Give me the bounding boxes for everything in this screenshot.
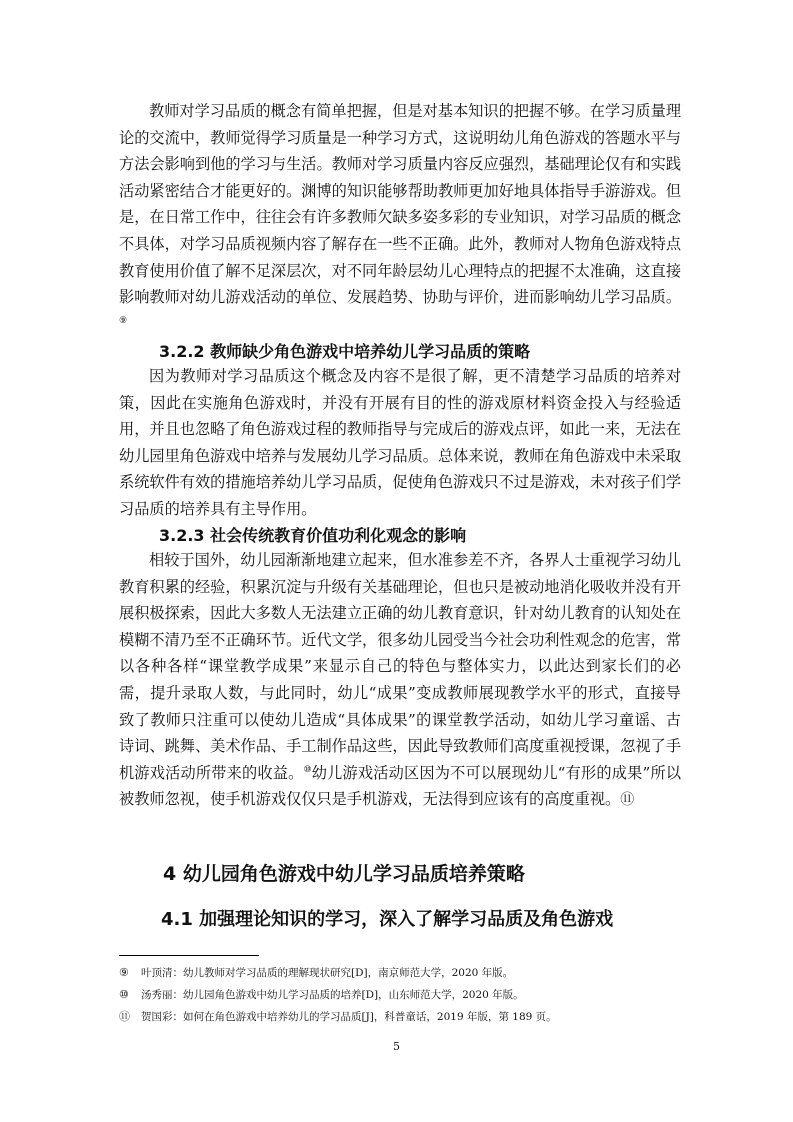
footnote-ref-10: ⑩ <box>303 764 312 775</box>
footnote-mark: ⑩ <box>119 988 129 1001</box>
footnote-mark: ⑪ <box>119 1010 130 1023</box>
footnote-9 <box>119 962 679 984</box>
footnote-10 <box>119 984 679 1006</box>
heading-3-2-3: 3.2.3 社会传统教育价值功利化观念的影响 <box>159 526 467 545</box>
footnote-ref-11: ⑪ <box>620 792 635 809</box>
paragraph-2: 因为教师对学习品质这个概念及内容不是很了解，更不清楚学习品质的培养对策，因此在实施角色游戏时，并没有开展有目的性的游戏原材料资金投入与经验适用，并且也忽略了角色游戏过程的教师指导与完成后的游戏点评，如此一来，无法在幼儿园里角色游戏中培养与发展幼儿学习品质。总体来说，教师在角色游戏中未采取系统软件有效的措施培养幼儿学习品质，促使角色游戏只不过是游戏，未对孩子们学习品质的培养具有主导作用。 <box>119 367 681 518</box>
footnote-text: 贺国彩：如何在角色游戏中培养幼儿的学习品质[J]，科普童话，2019 年版，第 189 页。 <box>141 1011 557 1023</box>
paragraph-block-1 <box>119 98 681 337</box>
footnotes <box>119 962 679 1028</box>
heading-4: 4 幼儿园角色游戏中幼儿学习品质培养策略 <box>163 863 525 885</box>
heading-3-2-2: 3.2.2 教师缺少角色游戏中培养幼儿学习品质的策略 <box>159 342 531 361</box>
footnote-mark: ⑨ <box>119 966 129 979</box>
paragraph-3: 相较于国外，幼儿园渐渐地建立起来，但水准参差不齐，各界人士重视学习幼儿教育积累的经验，积累沉淀与升级有关基础理论，但也只是被动地消化吸收并没有开展积极探索，因此大多数人无法建立正确的幼儿教育意识，针对幼儿教育的认知处在模糊不清乃至不正确环节。近代文学，很多幼儿园受当今社会功利性观念的危害，常以各种各样“课堂教学成果”来显示自己的特色与整体实力，以此达到家长们的必需，提升录取人数，与此同时，幼儿“成果”变成教师展现教学水平的形式，直接导致了教师只注重可以使幼儿造成“具体成果”的课堂教学活动，如幼儿学习童谣、古诗词、跳舞、美术作品、手工制作品这些，因此导致教师们高度重视授课，忽视了手机游戏活动所带来的收益。⑩幼儿游戏活动区因为不可以展现幼儿“有形的成果”所以被教师忽视，使手机游戏仅仅只是手机游戏，无法得到应该有的高度重视。⑪ <box>119 551 682 809</box>
footnote-ref-9: ⑨ <box>119 315 128 326</box>
page-number: 5 <box>393 1040 400 1053</box>
footnote-11 <box>119 1006 679 1028</box>
footnote-text: 叶顶清：幼儿教师对学习品质的理解现状研究[D]，南京师范大学，2020 年版。 <box>141 967 514 979</box>
heading-4-1: 4.1 加强理论知识的学习，深入了解学习品质及角色游戏 <box>161 909 614 930</box>
paragraph-block-2 <box>119 363 681 523</box>
paragraph-1: 教师对学习品质的概念有简单把握，但是对基本知识的把握不够。在学习质量理论的交流中，教师觉得学习质量是一种学习方式，这说明幼儿角色游戏的答题水平与方法会影响到他的学习与生活。教师对学习质量内容反应强烈，基础理论仅有和实践活动紧密结合才能更好的。渊博的知识能够帮助教师更加好地具体指导手游游戏。但是，在日常工作中，往往会有许多教师欠缺多姿多彩的专业知识，对学习品质的概念不具体，对学习品质视频内容了解存在一些不正确。此外，教师对人物角色游戏特点教育使用价值了解不足深层次，对不同年龄层幼儿心理特点的把握不太准确，这直接影响教师对幼儿游戏活动的单位、发展趋势、协助与评价，进而影响幼儿学习品质。⑨ <box>119 102 681 326</box>
footnote-text: 汤秀丽：幼儿园角色游戏中幼儿学习品质的培养[D]，山东师范大学，2020 年版。 <box>141 989 524 1001</box>
paragraph-block-3 <box>119 547 681 814</box>
footnote-divider <box>119 955 259 956</box>
